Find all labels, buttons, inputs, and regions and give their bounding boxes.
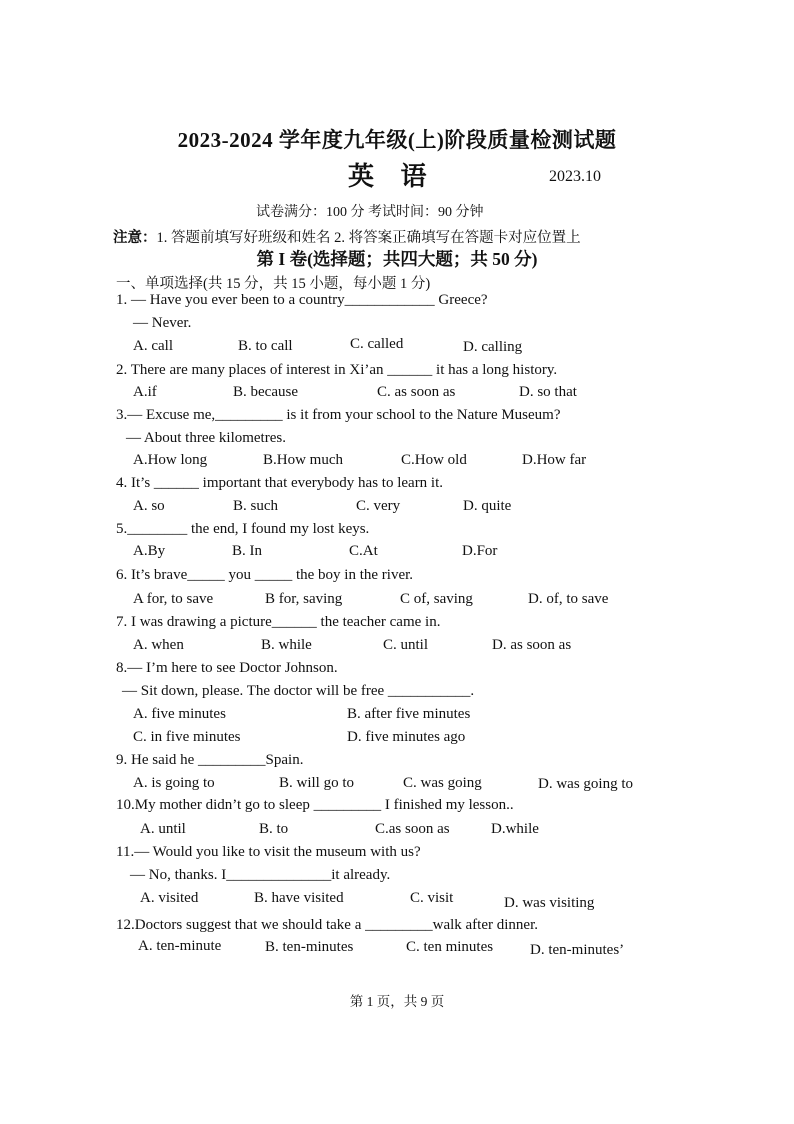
question-9-option-d: D. was going to bbox=[538, 776, 633, 792]
question-3-stem: 3.— Excuse me,_________ is it from your school to the Nature Museum? bbox=[116, 407, 561, 423]
question-7-option-d: D. as soon as bbox=[492, 637, 572, 653]
question-10-option-a: A. until bbox=[140, 821, 186, 837]
note-text: 1. 答题前填写好班级和姓名 2. 将答案正确填写在答题卡对应位置上 bbox=[156, 230, 581, 246]
exam-date: 2023.10 bbox=[549, 168, 601, 185]
question-10-option-b: B. to bbox=[259, 821, 289, 837]
question-2-stem: 2. There are many places of interest in Xi’an ______ it has a long history. bbox=[116, 362, 558, 378]
question-5-option-b: B. In bbox=[232, 543, 262, 559]
question-10-option-d: D.while bbox=[491, 821, 539, 837]
question-7-option-b: B. while bbox=[261, 637, 312, 653]
question-9-option-c: C. was going bbox=[403, 775, 482, 791]
note-label: 注意： bbox=[113, 230, 157, 246]
question-3-reply: — About three kilometres. bbox=[126, 430, 286, 446]
question-6-option-c: C of, saving bbox=[400, 591, 473, 607]
question-6-option-a: A for, to save bbox=[133, 591, 214, 607]
question-4-option-d: D. quite bbox=[463, 498, 512, 514]
exam-meta: 试卷满分：100 分 考试时间：90 分钟 bbox=[256, 205, 484, 220]
question-4-option-a: A. so bbox=[133, 498, 165, 514]
question-3-option-c: C.How old bbox=[401, 452, 467, 468]
question-4-stem: 4. It’s ______ important that everybody has to learn it. bbox=[116, 475, 444, 491]
question-1-option-c: C. called bbox=[350, 336, 404, 352]
question-4-option-c: C. very bbox=[356, 498, 401, 514]
question-8-reply: — Sit down, please. The doctor will be free ___________. bbox=[122, 683, 475, 699]
question-12-option-b: B. ten-minutes bbox=[265, 939, 354, 955]
question-5-stem: 5.________ the end, I found my lost keys. bbox=[116, 521, 370, 537]
question-9-option-b: B. will go to bbox=[279, 775, 355, 791]
question-11-reply: — No, thanks. I______________it already. bbox=[130, 867, 391, 883]
question-8-option-c: C. in five minutes bbox=[133, 729, 241, 745]
part-title: 第 I 卷(选择题；共四大题；共 50 分) bbox=[256, 249, 538, 269]
question-9-stem: 9. He said he _________Spain. bbox=[116, 752, 304, 768]
question-4-option-b: B. such bbox=[233, 498, 278, 514]
section-title: 一、单项选择(共 15 分，共 15 小题，每小题 1 分) bbox=[116, 276, 431, 292]
exam-note bbox=[113, 226, 581, 247]
question-11-option-a: A. visited bbox=[140, 890, 199, 906]
question-11-option-d: D. was visiting bbox=[504, 895, 595, 911]
question-1-option-b: B. to call bbox=[238, 338, 293, 354]
question-10-stem: 10.My mother didn’t go to sleep _________ I finished my lesson.. bbox=[116, 797, 514, 813]
question-2-option-c: C. as soon as bbox=[377, 384, 456, 400]
question-1-option-a: A. call bbox=[133, 338, 173, 354]
question-12-stem: 12.Doctors suggest that we should take a _________walk after dinner. bbox=[116, 917, 538, 933]
question-1-stem: 1. — Have you ever been to a country____________ Greece? bbox=[116, 292, 488, 308]
question-12-option-d: D. ten-minutes’ bbox=[530, 942, 625, 958]
question-11-stem: 11.— Would you like to visit the museum with us? bbox=[116, 844, 421, 860]
question-11-option-b: B. have visited bbox=[254, 890, 344, 906]
question-8-option-b: B. after five minutes bbox=[347, 706, 471, 722]
question-6-option-b: B for, saving bbox=[265, 591, 343, 607]
question-6-stem: 6. It’s brave_____ you _____ the boy in the river. bbox=[116, 567, 414, 583]
question-12-option-a: A. ten-minute bbox=[138, 938, 222, 954]
question-2-option-d: D. so that bbox=[519, 384, 577, 400]
question-2-option-a: A.if bbox=[133, 384, 157, 400]
question-3-option-a: A.How long bbox=[133, 452, 208, 468]
question-12-option-c: C. ten minutes bbox=[406, 939, 494, 955]
question-11-option-c: C. visit bbox=[410, 890, 454, 906]
subject-title: 英 语 bbox=[348, 162, 437, 191]
question-8-option-d: D. five minutes ago bbox=[347, 729, 466, 745]
exam-title: 2023-2024 学年度九年级(上)阶段质量检测试题 bbox=[177, 128, 617, 152]
question-8-stem: 8.— I’m here to see Doctor Johnson. bbox=[116, 660, 338, 676]
question-7-stem: 7. I was drawing a picture______ the teacher came in. bbox=[116, 614, 441, 630]
question-1-reply: — Never. bbox=[133, 315, 192, 331]
question-3-option-d: D.How far bbox=[522, 452, 587, 468]
page-footer: 第 1 页，共 9 页 bbox=[349, 994, 445, 1009]
question-7-option-c: C. until bbox=[383, 637, 429, 653]
question-6-option-d: D. of, to save bbox=[528, 591, 609, 607]
question-10-option-c: C.as soon as bbox=[375, 821, 450, 837]
question-3-option-b: B.How much bbox=[263, 452, 343, 468]
question-8-option-a: A. five minutes bbox=[133, 706, 226, 722]
question-2-option-b: B. because bbox=[233, 384, 298, 400]
question-9-option-a: A. is going to bbox=[133, 775, 215, 791]
question-1-option-d: D. calling bbox=[463, 339, 523, 355]
question-5-option-d: D.For bbox=[462, 543, 498, 559]
question-5-option-c: C.At bbox=[349, 543, 378, 559]
question-5-option-a: A.By bbox=[133, 543, 166, 559]
question-7-option-a: A. when bbox=[133, 637, 184, 653]
